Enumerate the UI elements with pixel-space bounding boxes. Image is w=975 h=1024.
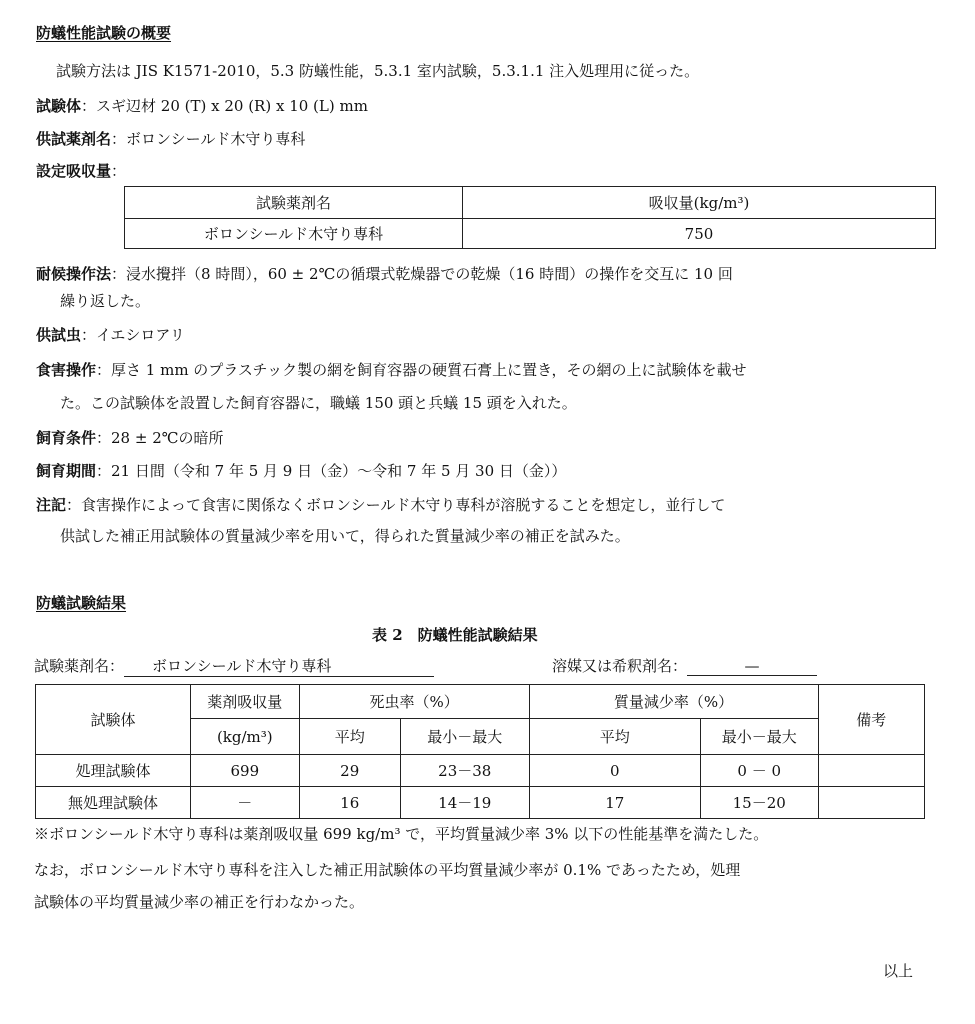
solvent-line — [552, 655, 817, 676]
absorption-table-header-row — [125, 187, 936, 219]
specimen-label: 試験体 — [36, 97, 82, 115]
results-heading: 防蟻試験結果 — [36, 594, 127, 612]
specimen-line — [36, 95, 368, 116]
results-header-mortality-range: 最小－最大 — [400, 719, 529, 755]
results-agent-line — [34, 655, 434, 677]
table-row — [36, 755, 925, 787]
feeding-value-line2: た。この試験体を設置した飼育容器に，職蟻 150 頭と兵蟻 15 頭を入れた。 — [60, 394, 577, 412]
row-loss-range: 0 － 0 — [700, 755, 818, 787]
results-agent-label: 試験薬剤名： — [34, 657, 125, 675]
results-header-loss-avg: 平均 — [529, 719, 700, 755]
insect-line — [36, 324, 185, 345]
row-loss-avg: 0 — [529, 755, 700, 787]
weathering-value-line2: 繰り返した。 — [60, 292, 151, 310]
row-mortality-avg: 29 — [299, 755, 400, 787]
rearing-value: ：28 ± 2℃の暗所 — [96, 429, 224, 447]
insect-label: 供試虫 — [36, 326, 82, 344]
row-loss-range: 15－20 — [700, 787, 818, 819]
feeding-label: 食害操作 — [36, 361, 97, 379]
rearing-label: 飼育条件 — [36, 429, 97, 447]
row-mortality-range: 14－19 — [400, 787, 529, 819]
note-value-line1: ：食害操作によって食害に関係なくボロンシールド木守り専科が溶脱することを想定し，並行して — [66, 496, 726, 514]
absorption-table-header-amount: 吸収量(kg/m³) — [463, 187, 936, 219]
rearing-line — [36, 427, 224, 448]
table-row — [36, 787, 925, 819]
absorption-table-row — [125, 219, 936, 249]
results-header-absorption: 薬剤吸収量 — [191, 685, 299, 719]
row-absorption: － — [191, 787, 299, 819]
period-line — [36, 460, 566, 481]
footnote-line1: ※ボロンシールド木守り専科は薬剤吸収量 699 kg/m³ で，平均質量減少率 3% 以下の性能基準を満たした。 — [34, 825, 769, 843]
results-header-mortality: 死虫率（%） — [299, 685, 529, 719]
results-table-header-row1 — [36, 685, 925, 719]
note-line — [36, 494, 725, 515]
specimen-value: ：スギ辺材 20 (T) x 20 (R) x 10 (L) mm — [81, 97, 368, 115]
results-header-specimen: 試験体 — [36, 685, 191, 755]
absorption-colon: ： — [111, 162, 127, 180]
absorption-label: 設定吸収量 — [36, 162, 112, 180]
solvent-label: 溶媒又は希釈剤名： — [552, 657, 688, 675]
note-label: 注記 — [36, 496, 67, 514]
results-header-mass-loss: 質量減少率（%） — [529, 685, 818, 719]
feeding-line — [36, 359, 747, 380]
results-header-remarks: 備考 — [818, 685, 925, 755]
row-mortality-range: 23－38 — [400, 755, 529, 787]
agent-value: ：ボロンシールド木守り専科 — [111, 130, 306, 148]
period-value: ：21 日間（令和 7 年 5 月 9 日（金）～令和 7 年 5 月 30 日（金）） — [96, 462, 567, 480]
absorption-table — [124, 186, 936, 249]
row-loss-avg: 17 — [529, 787, 700, 819]
absorption-table-header-agent: 試験薬剤名 — [125, 187, 463, 219]
absorption-table-row-amount: 750 — [463, 219, 936, 249]
results-table — [35, 684, 925, 819]
absorption-table-row-agent: ボロンシールド木守り専科 — [125, 219, 463, 249]
weathering-value-line1: ：浸水攪拌（8 時間），60 ± 2℃の循環式乾燥器での乾燥（16 時間）の操作を交互に 10 回 — [111, 265, 733, 283]
footnote-line3: 試験体の平均質量減少率の補正を行わなかった。 — [34, 893, 365, 911]
method-text: 試験方法は JIS K1571-2010，5.3 防蟻性能，5.3.1 室内試験，5.3.1.1 注入処理用に従った。 — [56, 62, 700, 80]
agent-label: 供試薬剤名 — [36, 130, 112, 148]
results-header-mortality-avg: 平均 — [299, 719, 400, 755]
row-remarks — [818, 787, 925, 819]
row-absorption: 699 — [191, 755, 299, 787]
solvent-value: — — [687, 657, 817, 676]
weathering-line — [36, 263, 733, 284]
footnote-line2: なお，ボロンシールド木守り専科を注入した補正用試験体の平均質量減少率が 0.1% であったため，処理 — [34, 861, 741, 879]
results-header-loss-range: 最小－最大 — [700, 719, 818, 755]
weathering-label: 耐候操作法 — [36, 265, 112, 283]
agent-line — [36, 128, 305, 149]
period-label: 飼育期間 — [36, 462, 97, 480]
note-value-line2: 供試した補正用試験体の質量減少率を用いて，得られた質量減少率の補正を試みた。 — [60, 527, 630, 545]
results-agent-value: ボロンシールド木守り専科 — [124, 655, 434, 677]
end-mark: 以上 — [883, 962, 914, 980]
feeding-value-line1: ：厚さ 1 mm のプラスチック製の網を飼育容器の硬質石膏上に置き，その網の上に試験体を載せ — [96, 361, 747, 379]
row-specimen: 処理試験体 — [36, 755, 191, 787]
absorption-line — [36, 160, 126, 181]
results-header-absorption-unit: (kg/m³) — [191, 719, 299, 755]
row-mortality-avg: 16 — [299, 787, 400, 819]
insect-value: ：イエシロアリ — [81, 326, 185, 344]
overview-heading: 防蟻性能試験の概要 — [36, 24, 172, 42]
table-caption: 表 2 防蟻性能試験結果 — [372, 626, 538, 644]
row-remarks — [818, 755, 925, 787]
row-specimen: 無処理試験体 — [36, 787, 191, 819]
